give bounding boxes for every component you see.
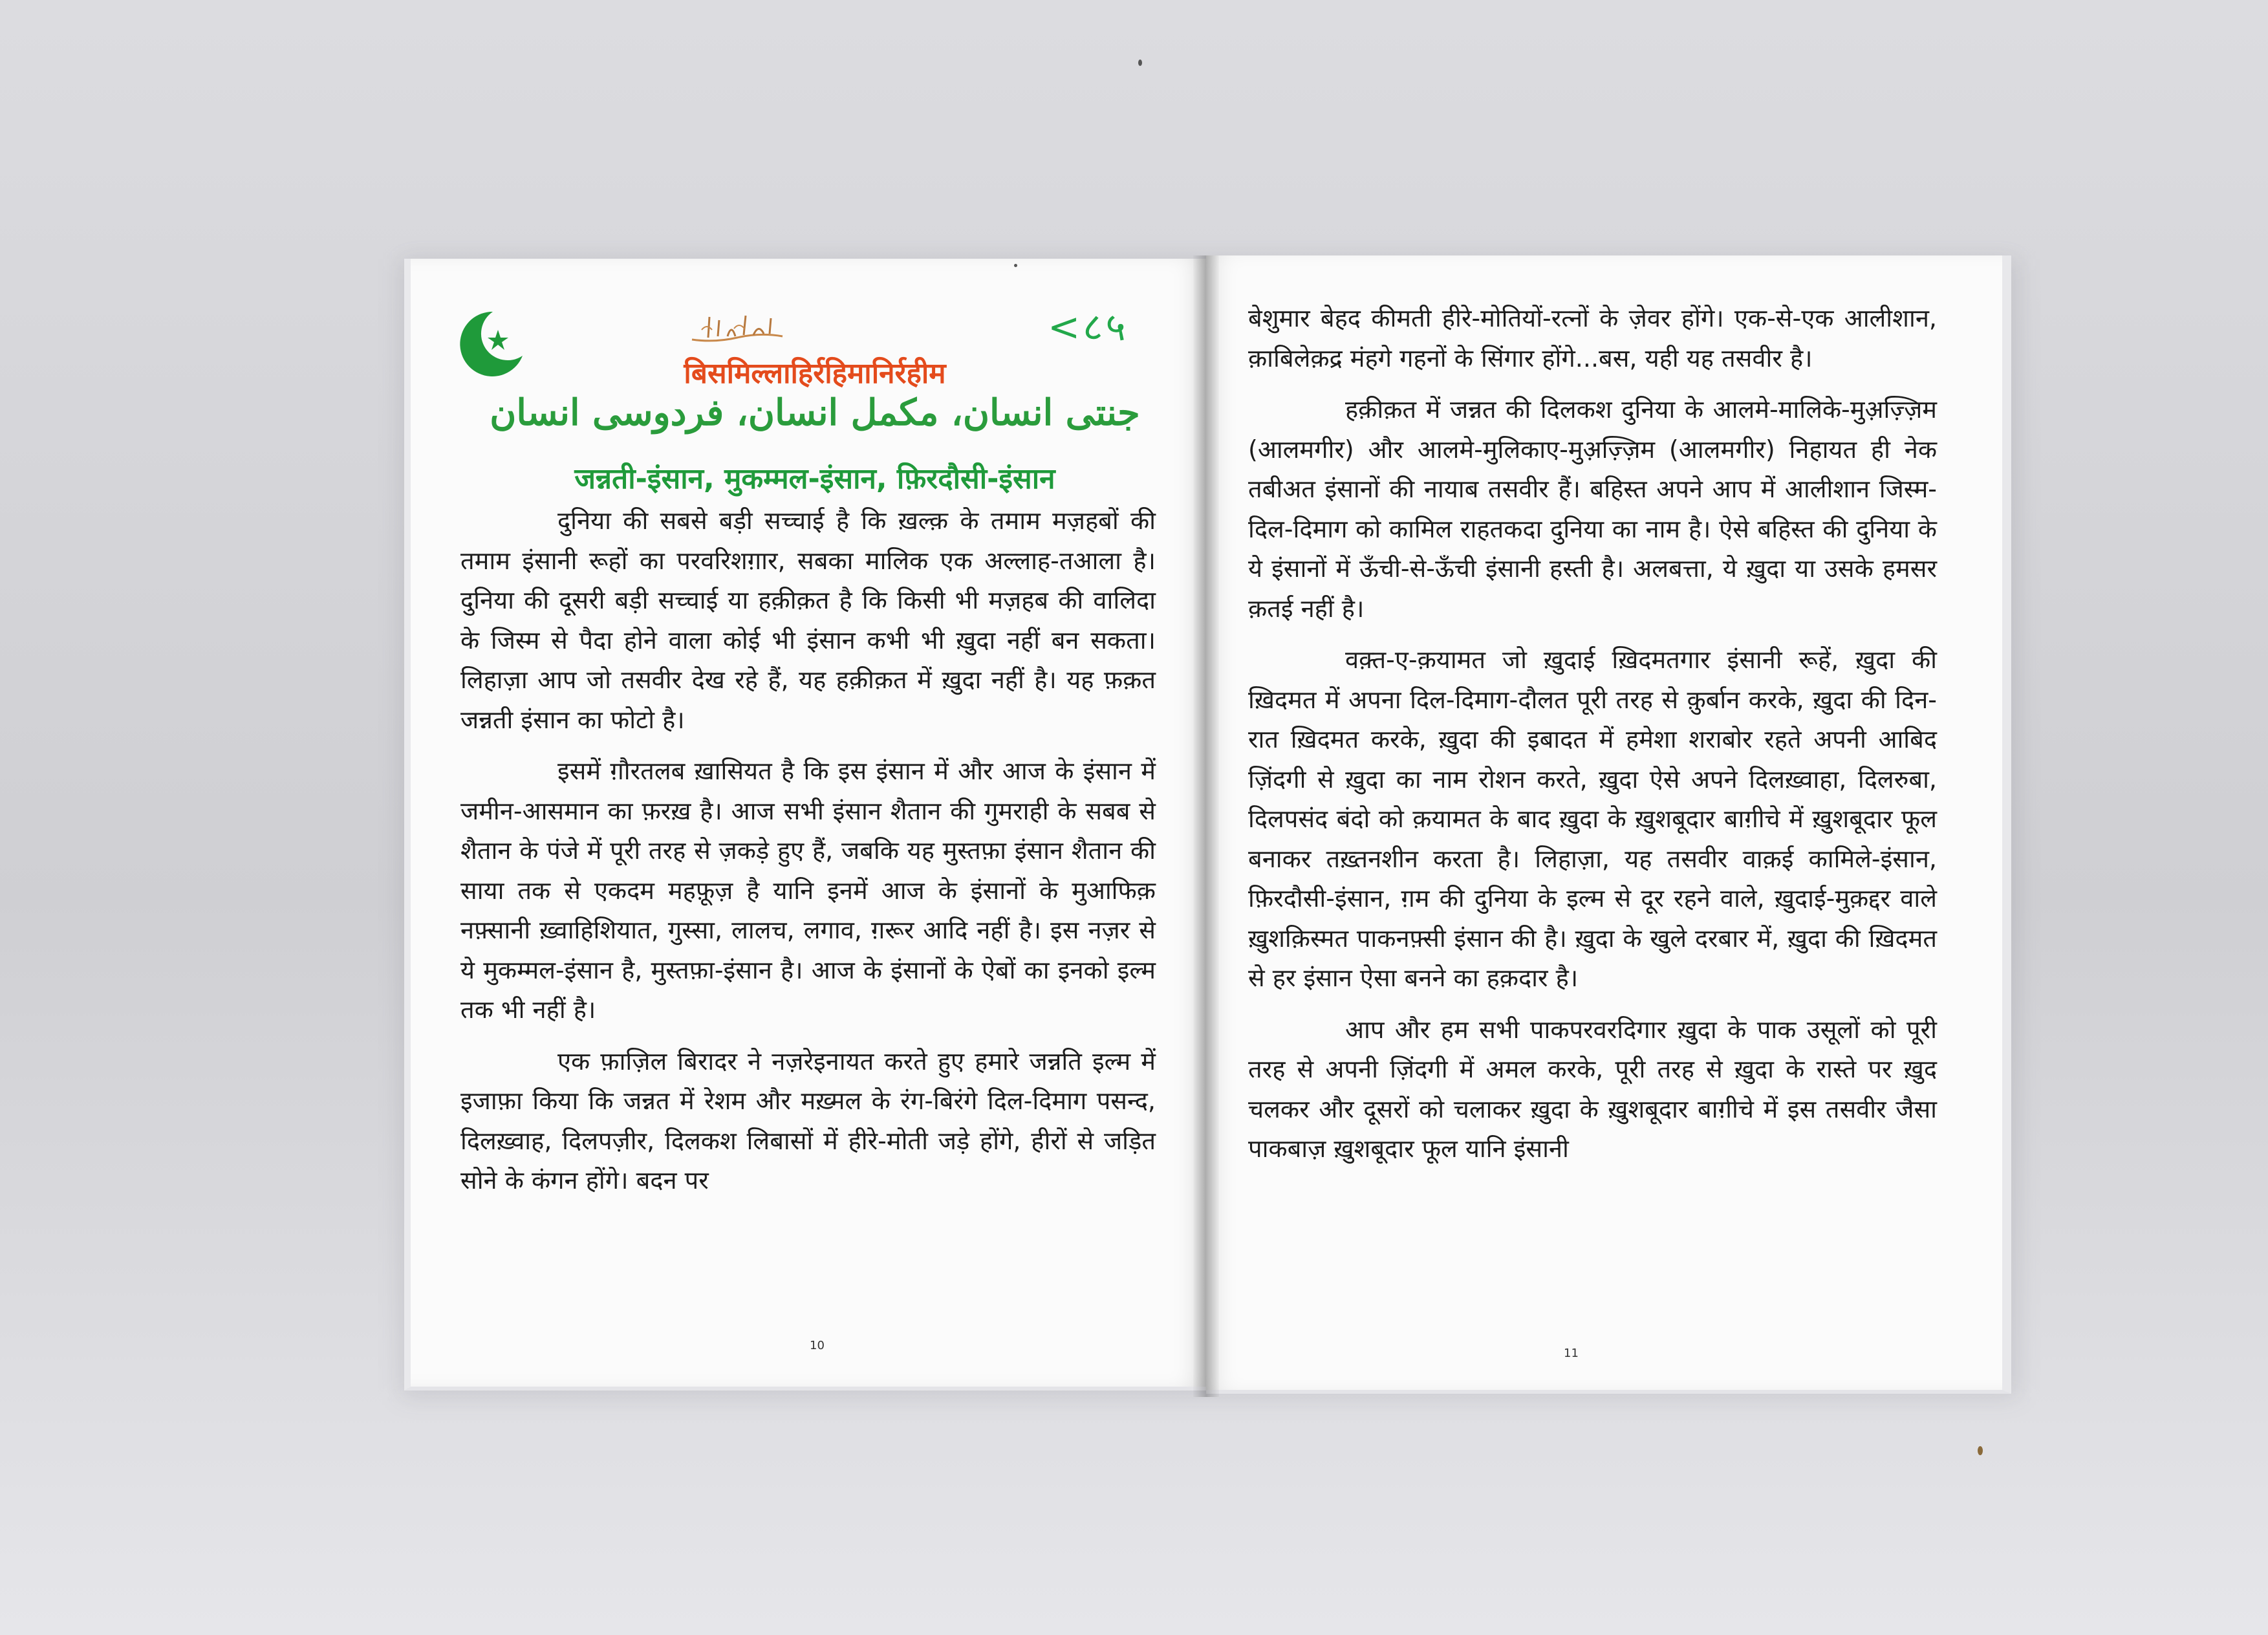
page-number: 10 [810,1339,825,1352]
bismillah-heading: बिसमिल्लाहिर्रहिमानिर्रहीम [684,357,946,390]
chapter-title: जन्नती-इंसान, मुकम्मल-इंसान, फ़िरदौसी-इंसान [574,462,1055,495]
scan-speck [1138,60,1142,66]
book-gutter [1193,255,1219,1397]
scan-speck [1978,1446,1983,1455]
paragraph: बेशुमार बेहद कीमती हीरे-मोतियों-रत्नों के ज़ेवर होंगे। एक-से-एक आलीशान, क़ाबिलेक़द्र मंहगे गहनों के सिंगार होंगे...बस, यही यह तसवीर है। [1248,304,1937,373]
page-code: <८५ [1048,305,1129,350]
right-page-body [1248,299,1937,1181]
bismillah-calligraphy-icon [689,304,786,349]
paragraph: वक़्त-ए-क़यामत जो ख़ुदाई ख़िदमतगार इंसानी रूहें, ख़ुदा की ख़िदमत में अपना दिल-दिमाग-दौलत पूरी तरह से क़ुर्बान करके, ख़ुदा की दिन-रात ख़िदमत करके, ख़ुदा की इबादत में हमेशा शराबोर रहते अपनी आबिद ज़िंदगी से ख़ुदा का नाम रोशन करते, ख़ुदा ऐसे अपने दिलख़्वाहा, दिलरुबा, दिलपसंद बंदो को क़यामत के बाद ख़ुदा के ख़ुशबूदार बाग़ीचे में ख़ुशबूदार फूल बनाकर तख़्तनशीन करता है। लिहाज़ा, यह तसवीर वाक़ई कामिले-इंसान, फ़िरदौसी-इंसान, ग़म की दुनिया के इल्म से दूर रहने वाले, ख़ुदाई-मुक़द्दर वाले ख़ुशक़िस्मत पाकनफ़्सी इंसान की है। ख़ुदा के खुले दरबार में, ख़ुदा की ख़िदमत से हर इंसान ऐसा बनने का हक़दार है। [1248,645,1937,992]
paragraph: एक फ़ाज़िल बिरादर ने नज़रेइनायत करते हुए हमारे जन्नति इल्म में इजाफ़ा किया कि जन्नत में रेशम और मख़्मल के रंग-बिरंगे दिल-दिमाग पसन्द, दिलख़्वाह, दिलपज़ीर, दिलकश लिबासों में हीरे-मोती जड़े होंगे, हीरों से जड़ित सोने के कंगन होंगे। बदन पर [460,1046,1156,1195]
paragraph: हक़ीक़त में जन्नत की दिलकश दुनिया के आलमे-मालिके-मुअ़ज़्ज़िम (आलमगीर) और आलमे-मुलिकाए-मुअ़ज़्ज़िम (आलमगीर) निहायत ही नेक तबीअत इंसानों की नायाब तसवीर हैं। बहिस्त अपने आप में आलीशान जिस्म-दिल-दिमाग को कामिल राहतकदा दुनिया का नाम है। ऐसे बहिस्त की दुनिया के ये इंसानों में ऊँची-से-ऊँची इंसानी हस्ती है। अलबत्ता, ये ख़ुदा या उसके हमसर क़तई नहीं है। [1248,395,1937,623]
urdu-heading: جنتی انسان، مکمل انسان، فردوسی انسان [490,391,1140,434]
page-number: 11 [1564,1347,1579,1360]
left-page-body [460,501,1156,1213]
paragraph: आप और हम सभी पाकपरवरदिगार ख़ुदा के पाक उसूलों को पूरी तरह से अपनी ज़िंदगी में अमल करके, पूरी तरह से ख़ुदा के रास्ते पर ख़ुद चलकर और दूसरों को चलाकर ख़ुदा के ख़ुशबूदार बाग़ीचे में इस तसवीर जैसा पाकबाज़ ख़ुशबूदार फूल यानि इंसानी [1248,1015,1937,1163]
paragraph: दुनिया की सबसे बड़ी सच्चाई है कि ख़ल्क़ के तमाम मज़हबों की तमाम इंसानी रूहों का परवरिशग़ार, सबका मालिक एक अल्लाह-तआला है। दुनिया की दूसरी बड़ी सच्चाई या हक़ीक़त है कि किसी भी मज़हब की वालिदा के जिस्म से पैदा होने वाला कोई भी इंसान कभी भी ख़ुदा नहीं बन सकता। लिहाज़ा आप जो तसवीर देख रहे हैं, यह हक़ीक़त में ख़ुदा नहीं है। यह फ़क़त जन्नती इंसान का फोटो है। [460,506,1156,734]
paragraph: इसमें ग़ौरतलब ख़ासियत है कि इस इंसान में और आज के इंसान में जमीन-आसमान का फ़रख़ है। आज सभी इंसान शैतान की गुमराही के सबब से शैतान के पंजे में पूरी तरह से ज़कड़े हुए हैं, जबकि यह मुस्तफ़ा इंसान शैतान की साया तक से एकदम महफ़ूज़ है यानि इनमें आज के इंसानों के मुआफिक़ नफ़्सानी ख़्वाहिशियात, गुस्सा, लालच, लगाव, ग़रूर आदि नहीं है। इस नज़र से ये मुकम्मल-इंसान है, मुस्तफ़ा-इंसान है। आज के इंसानों के ऐबों का इनको इल्म तक भी नहीं है। [460,757,1156,1024]
scan-speck [1014,264,1017,267]
